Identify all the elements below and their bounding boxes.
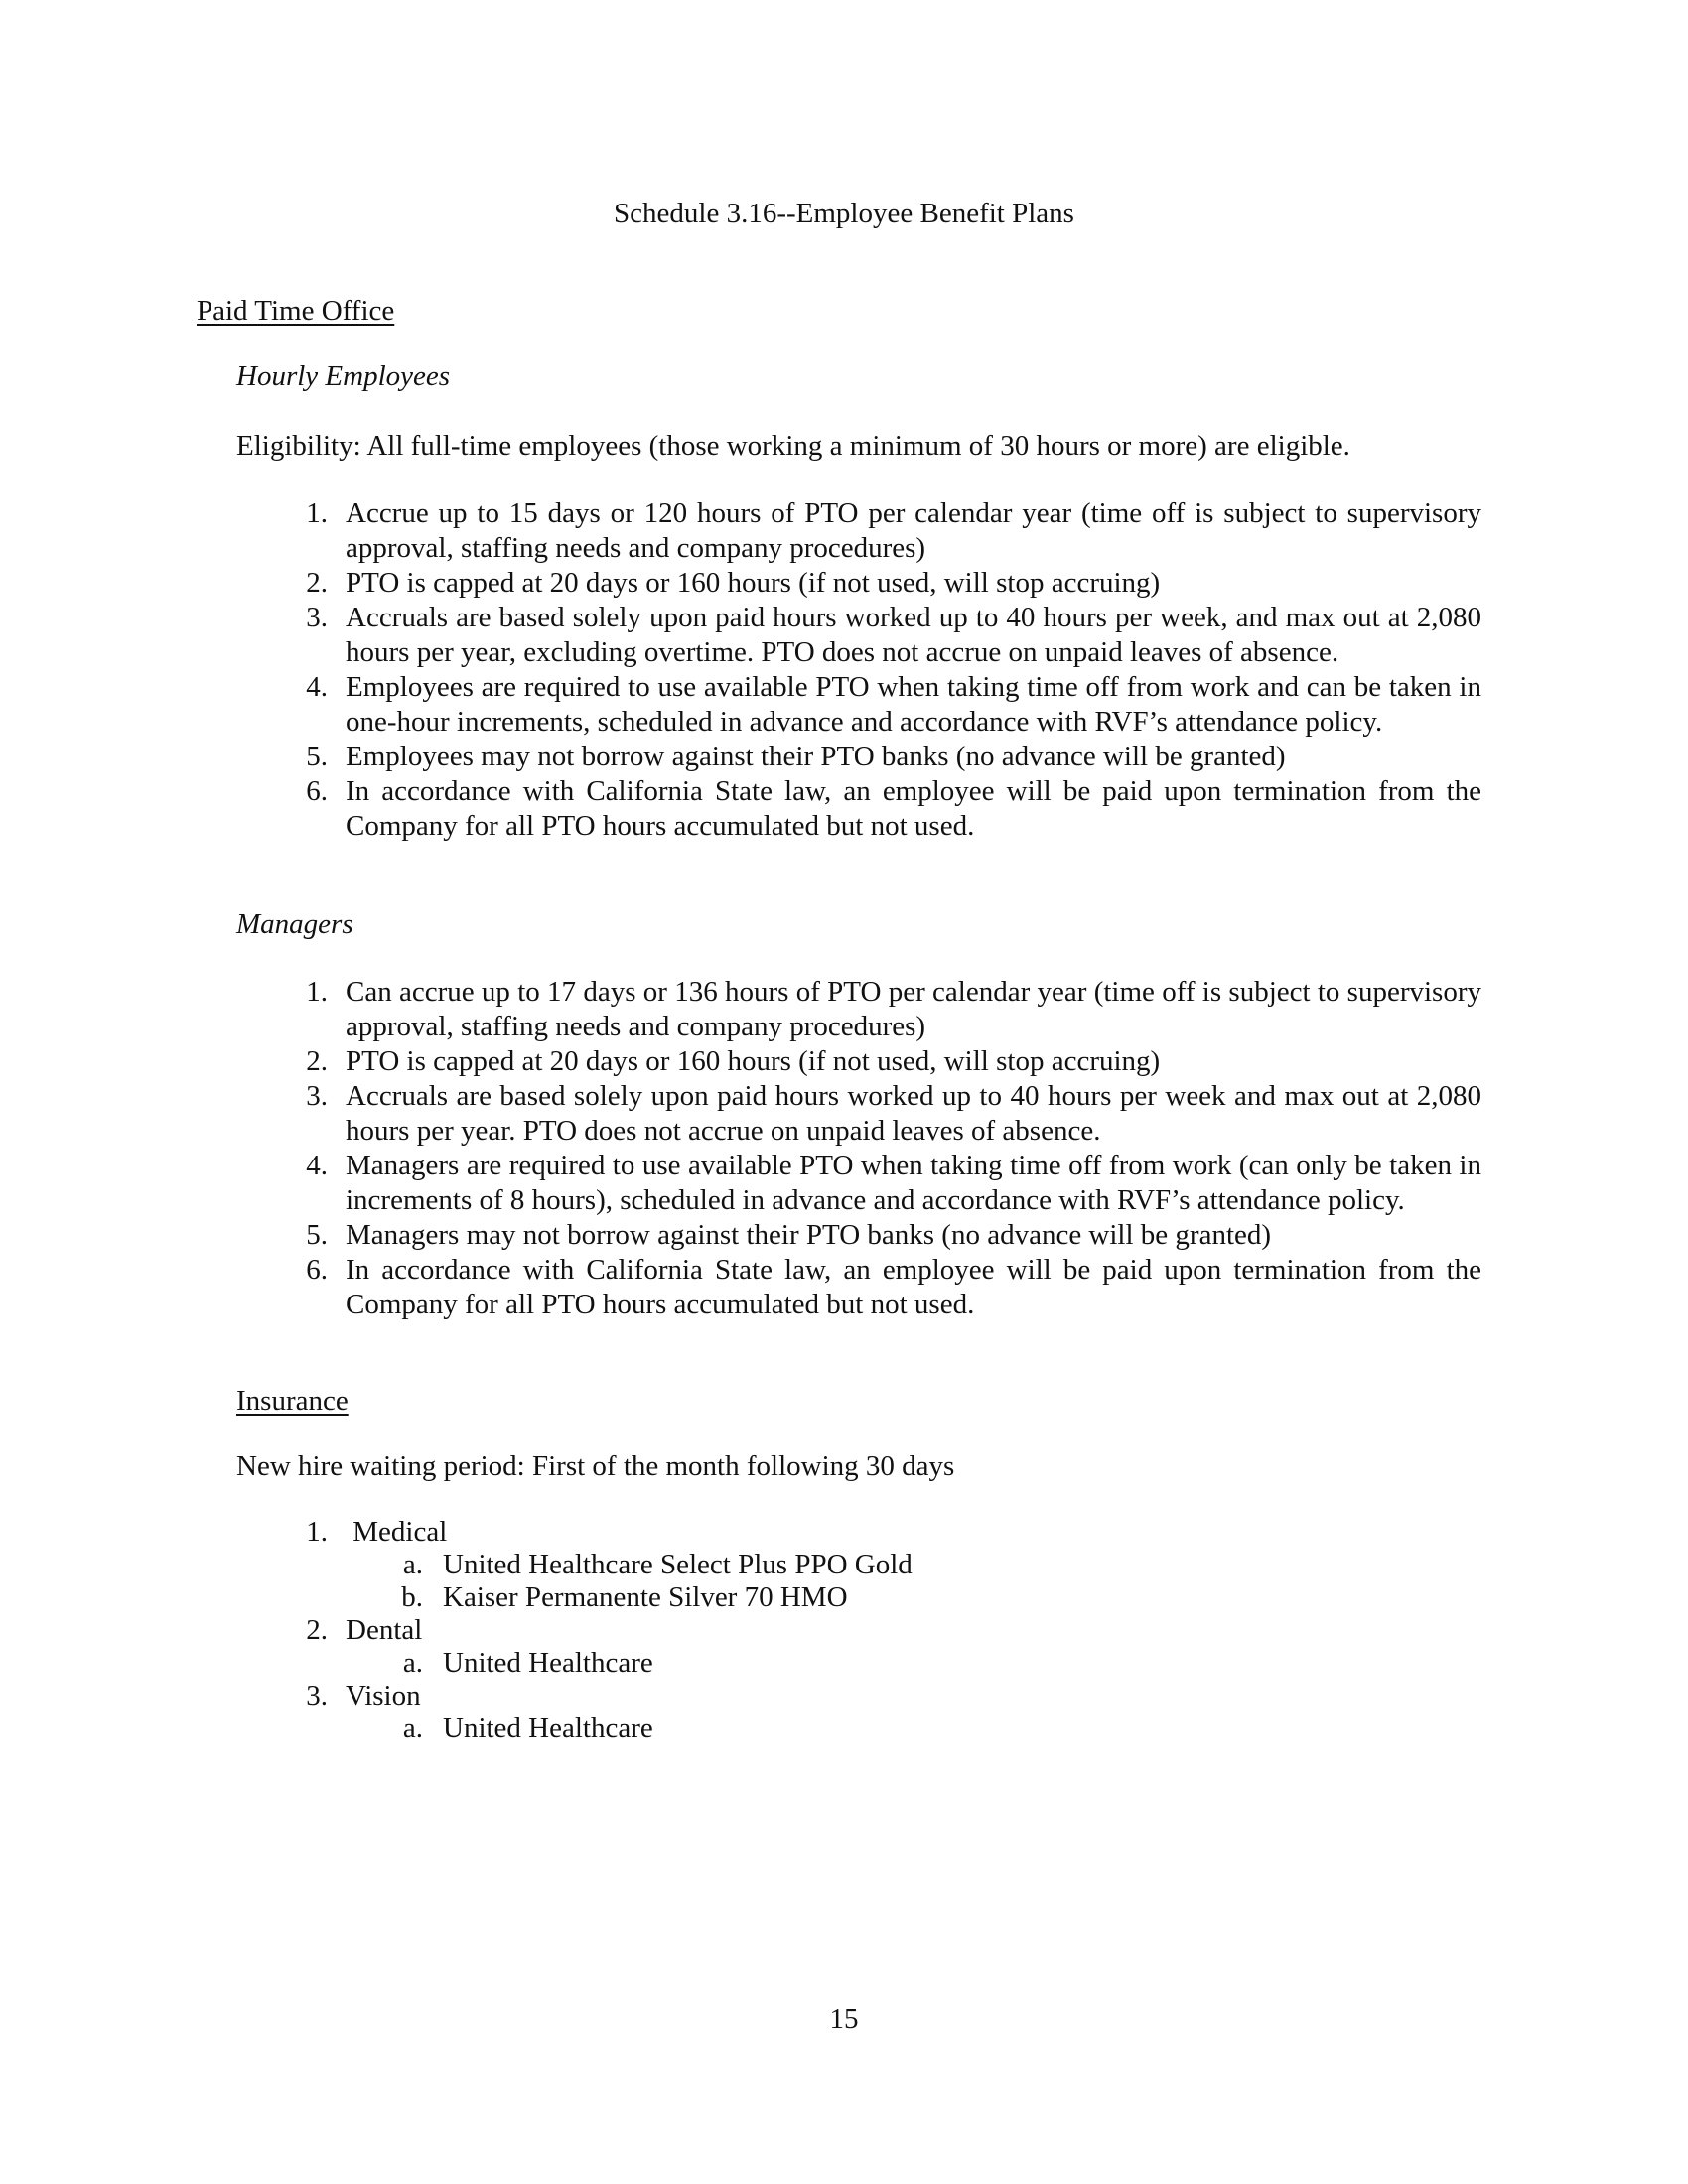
- sub-item-text: United Healthcare Select Plus PPO Gold: [443, 1549, 913, 1580]
- list-item: [298, 601, 1481, 670]
- sub-item-number: b.: [401, 1581, 423, 1613]
- sub-item-text: United Healthcare: [443, 1647, 653, 1679]
- list-number: 3.: [306, 1080, 328, 1112]
- eligibility-text: Eligibility: All full-time employees (those working a minimum of 30 hours or more) are eligible.: [236, 430, 1350, 462]
- insurance-heading: Insurance: [236, 1385, 349, 1417]
- list-item: [298, 1218, 1481, 1253]
- list-item: [298, 1044, 1481, 1079]
- list-item-text: PTO is capped at 20 days or 160 hours (if not used, will stop accruing): [346, 567, 1161, 599]
- page-number: 15: [829, 2003, 859, 2035]
- insurance-item-dental: Dental: [346, 1614, 423, 1646]
- sub-item-text: United Healthcare: [443, 1712, 653, 1744]
- list-item: [298, 740, 1481, 774]
- sub-item-text: Kaiser Permanente Silver 70 HMO: [443, 1581, 848, 1613]
- insurance-item-number: 3.: [306, 1680, 328, 1711]
- insurance-item-vision: Vision: [346, 1680, 421, 1711]
- managers-heading: Managers: [236, 908, 353, 940]
- hourly-employees-heading: Hourly Employees: [236, 360, 451, 392]
- list-item: [298, 774, 1481, 844]
- sub-item-number: a.: [402, 1647, 423, 1679]
- list-item-text: Accruals are based solely upon paid hours worked up to 40 hours per week and max out at 2,080 hours per year. PTO does not accrue on unpaid leaves of absence.: [346, 1080, 1481, 1147]
- list-number: 6.: [306, 775, 328, 807]
- sub-item-number: a.: [402, 1712, 423, 1744]
- list-item-text: Managers are required to use available PTO when taking time off from work (can only be taken in increments of 8 hours), scheduled in advance and accordance with RVF’s attendance policy.: [346, 1150, 1481, 1216]
- insurance-item-number: 1.: [306, 1516, 328, 1548]
- list-item-text: In accordance with California State law, an employee will be paid upon termination from the Company for all PTO hours accumulated but not used.: [346, 775, 1481, 842]
- list-number: 1.: [306, 497, 328, 529]
- list-number: 3.: [306, 602, 328, 633]
- list-item: [298, 566, 1481, 601]
- list-item-text: Employees are required to use available PTO when taking time off from work and can be taken in one-hour increments, scheduled in advance and accordance with RVF’s attendance policy.: [346, 671, 1481, 738]
- list-number: 2.: [306, 1045, 328, 1077]
- hourly-pto-list: [298, 496, 1481, 844]
- list-item-text: In accordance with California State law, an employee will be paid upon termination from the Company for all PTO hours accumulated but not used.: [346, 1254, 1481, 1320]
- list-item: [298, 1253, 1481, 1322]
- insurance-item-medical: Medical: [346, 1516, 448, 1548]
- page-title: Schedule 3.16--Employee Benefit Plans: [614, 198, 1074, 229]
- list-item-text: Accrue up to 15 days or 120 hours of PTO per calendar year (time off is subject to supervisory approval, staffing needs and company procedures): [346, 497, 1481, 564]
- list-number: 1.: [306, 976, 328, 1008]
- insurance-item-number: 2.: [306, 1614, 328, 1646]
- list-number: 5.: [306, 741, 328, 772]
- sub-item-number: a.: [402, 1549, 423, 1580]
- list-item: [298, 1079, 1481, 1149]
- list-item-text: Can accrue up to 17 days or 136 hours of PTO per calendar year (time off is subject to supervisory approval, staffing needs and company procedures): [346, 976, 1481, 1042]
- list-number: 2.: [306, 567, 328, 599]
- list-number: 4.: [306, 671, 328, 703]
- list-item: [298, 496, 1481, 566]
- list-number: 4.: [306, 1150, 328, 1181]
- waiting-period-text: New hire waiting period: First of the month following 30 days: [236, 1450, 955, 1482]
- managers-pto-list: [298, 975, 1481, 1322]
- list-item-text: Accruals are based solely upon paid hours worked up to 40 hours per week, and max out at 2,080 hours per year, excluding overtime. PTO does not accrue on unpaid leaves of absence.: [346, 602, 1481, 668]
- list-item-text: Employees may not borrow against their PTO banks (no advance will be granted): [346, 741, 1286, 772]
- pto-heading: Paid Time Office: [197, 295, 395, 327]
- list-number: 6.: [306, 1254, 328, 1286]
- list-item: [298, 975, 1481, 1044]
- list-item: [298, 670, 1481, 740]
- list-item: [298, 1149, 1481, 1218]
- list-item-text: PTO is capped at 20 days or 160 hours (if not used, will stop accruing): [346, 1045, 1161, 1077]
- list-number: 5.: [306, 1219, 328, 1251]
- list-item-text: Managers may not borrow against their PTO banks (no advance will be granted): [346, 1219, 1272, 1251]
